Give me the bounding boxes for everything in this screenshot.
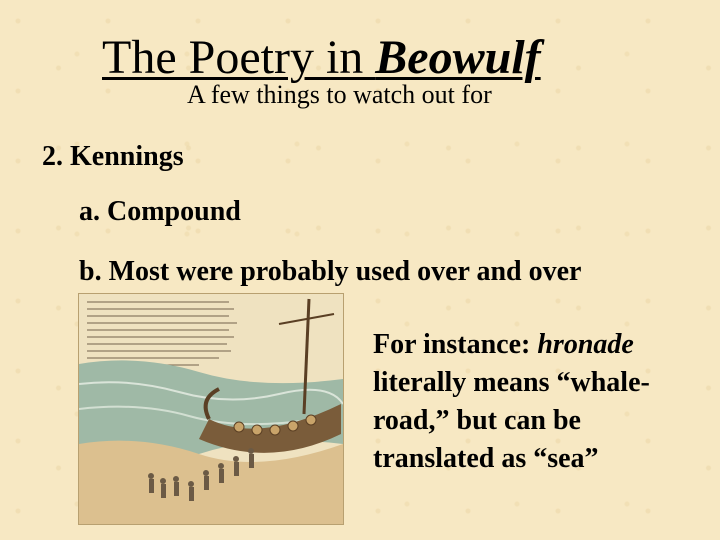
title-italic: Beowulf <box>375 31 541 84</box>
point-a: a. Compound <box>79 196 241 227</box>
point-b: b. Most were probably used over and over <box>79 256 582 287</box>
viking-ship-illustration-icon <box>78 293 344 525</box>
example-term: hronade <box>537 329 634 360</box>
kennings-heading: 2. Kennings <box>42 141 184 172</box>
kenning-example <box>373 326 703 478</box>
example-lead: For instance: <box>373 329 538 360</box>
example-line-3: road,” but can be <box>373 405 581 436</box>
example-line-4: translated as “sea” <box>373 443 599 474</box>
slide-title <box>102 30 541 86</box>
example-line-1 <box>373 326 703 364</box>
example-line-2: literally means “whale- <box>373 367 650 398</box>
slide-subtitle: A few things to watch out for <box>187 80 492 109</box>
title-prefix: The Poetry in <box>102 31 376 84</box>
